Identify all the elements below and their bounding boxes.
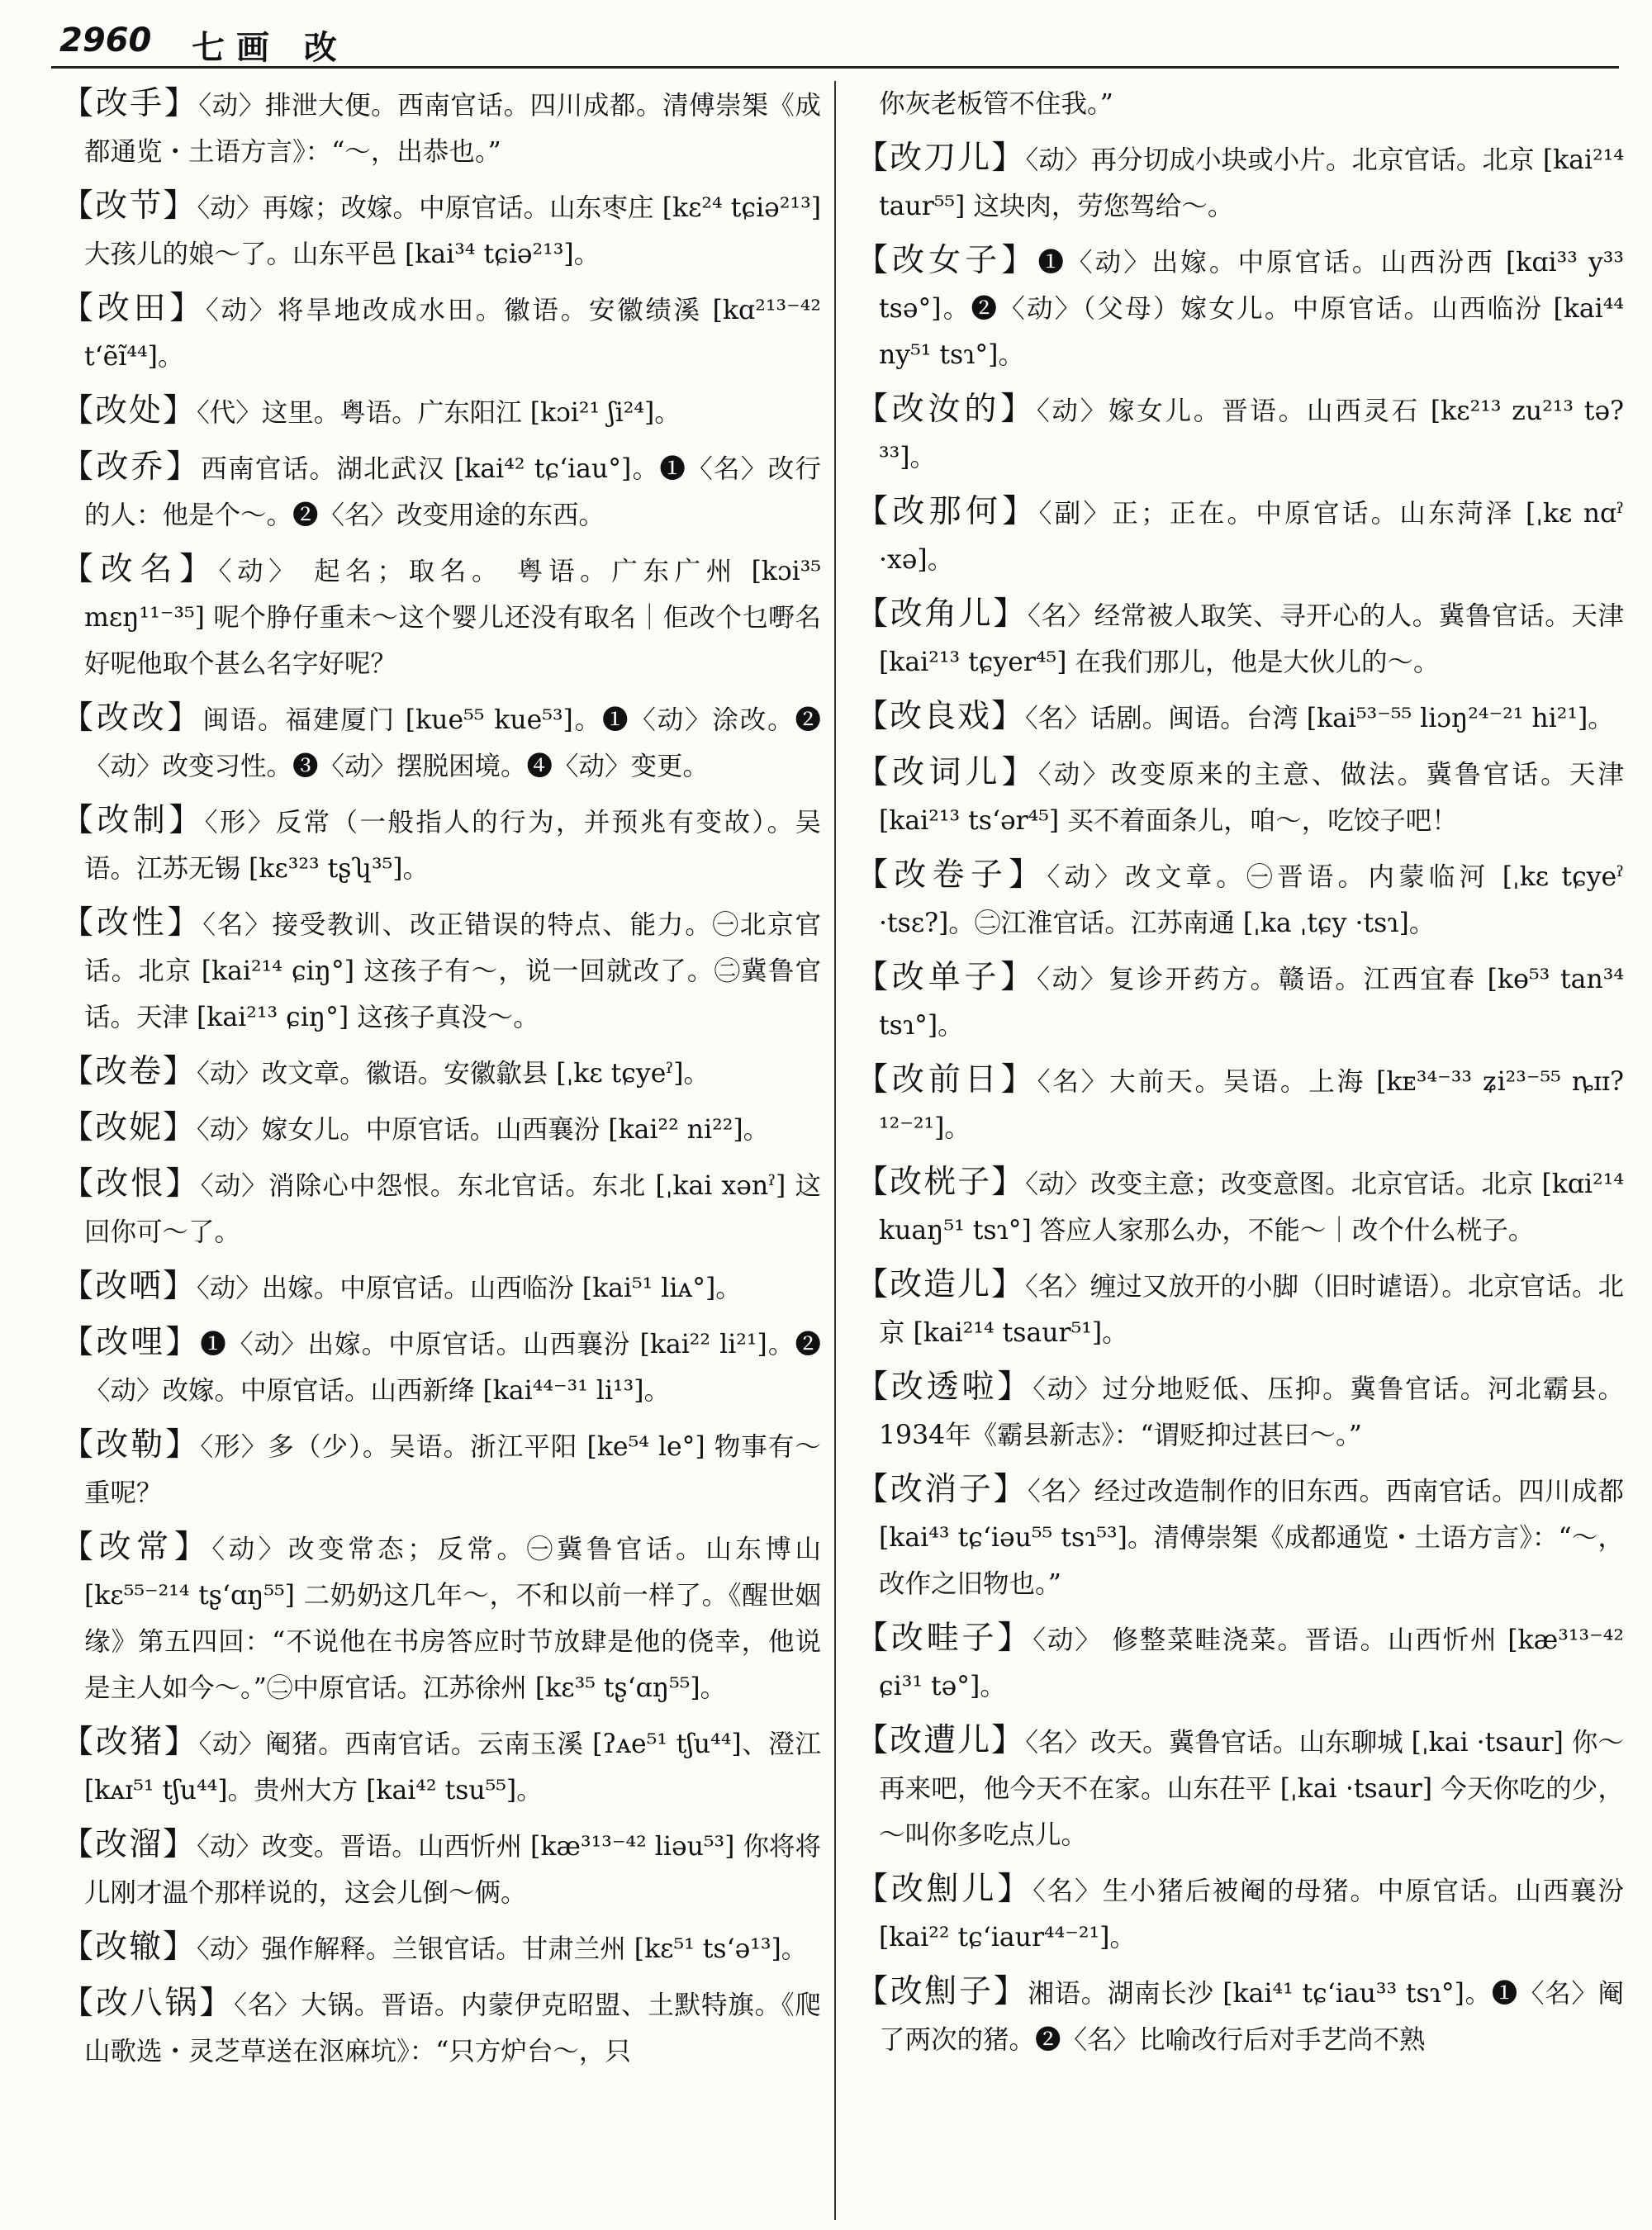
entry-headword: 【改改】 <box>61 700 203 737</box>
entry-headword: 【改八锅】 <box>61 1985 235 2022</box>
entry-text: 〈名〉大前天。吴语。上海 [kᴇ³⁴⁻³³ ʑi²³⁻⁵⁵ ȵɪɪ?¹²⁻²¹]。 <box>879 1067 1624 1143</box>
entry-headword: 【改角儿】 <box>856 595 1028 633</box>
entry-text: 〈动〉出嫁。中原官话。山西临汾 [kai⁵¹ liᴀ°]。 <box>197 1274 742 1303</box>
entry-headword: 【改勒】 <box>61 1426 201 1464</box>
entry-text: 〈名〉经过改造制作的旧东西。西南官话。四川成都 [kai⁴³ tɕʻiəu⁵⁵ tsɿ⁵³]。清傅崇榘《成都通览・土语方言》：“～，改作之旧物也。” <box>879 1477 1624 1599</box>
entry-text: 〈动〉将旱地改成水田。徽语。安徽绩溪 [kɑ²¹³⁻⁴² tʻẽĩ⁴⁴]。 <box>84 296 821 372</box>
dictionary-entry <box>856 1718 1624 1858</box>
dictionary-entry <box>856 1969 1624 2063</box>
dictionary-entry <box>856 1262 1624 1356</box>
dictionary-entry <box>856 1160 1624 1254</box>
entry-text: 闽语。福建厦门 [kue⁵⁵ kue⁵³]。❶〈动〉涂改。❷〈动〉改变习性。❸〈动〉摆脱困境。❹〈动〉变更。 <box>84 705 821 781</box>
entry-headword: 【改卷子】 <box>856 856 1047 894</box>
entry-text: 〈名〉经常被人取笑、寻开心的人。冀鲁官话。天津 [kai²¹³ tɕyer⁴⁵] 在我们那儿，他是大伙儿的～。 <box>879 601 1624 677</box>
dictionary-entry <box>61 1264 821 1312</box>
entry-headword: 【改妮】 <box>61 1109 197 1146</box>
entry-text: 〈动〉改变常态；反常。㊀冀鲁官话。山东博山 [kɛ⁵⁵⁻²¹⁴ tʂʻɑŋ⁵⁵] 二奶奶这几年～，不和以前一样了。《醒世姻缘》第五四回：“不说他在书房答应时节放肆是他的侥幸，他说是主人如今～。”㊁中原官话。江苏徐州 [kɛ³⁵ tʂʻɑŋ⁵⁵]。 <box>84 1535 821 1703</box>
entry-headword: 【改田】 <box>61 290 206 327</box>
dictionary-entry <box>61 1105 821 1153</box>
entry-headword: 【改哂】 <box>61 1268 197 1305</box>
dictionary-entry <box>856 489 1624 583</box>
entry-text: 〈动〉阉猪。西南官话。云南玉溪 [ʔᴀe⁵¹ tʃu⁴⁴]、澄江 [kᴀɪ⁵¹ tʃu⁴⁴]。贵州大方 [kai⁴² tsu⁵⁵]。 <box>84 1729 821 1805</box>
right-column <box>856 81 1624 2220</box>
entry-headword: 【改恨】 <box>61 1165 201 1203</box>
entry-text: 〈动〉再嫁；改嫁。中原官话。山东枣庄 [kɛ²⁴ tɕiə²¹³] 大孩儿的娘～了。山东平邑 [kai³⁴ tɕiə²¹³]。 <box>84 193 821 269</box>
entry-headword: 【改畦子】 <box>856 1620 1033 1657</box>
entry-text: 〈动〉再分切成小块或小片。北京官话。北京 [kai²¹⁴ taur⁵⁵] 这块肉，劳您驾给～。 <box>879 145 1624 221</box>
dictionary-entry <box>61 1049 821 1097</box>
dictionary-entry <box>856 1364 1624 1459</box>
entry-text: 你灰老板管不住我。” <box>879 89 1113 119</box>
entry-text: 〈名〉大锅。晋语。内蒙伊克昭盟、土默特旗。《爬山歌选・灵芝草送在沤麻坑》：“只方炉台～，只 <box>84 1990 821 2066</box>
entry-headword: 【改前日】 <box>856 1061 1037 1098</box>
entry-headword: 【改消子】 <box>856 1471 1028 1508</box>
dictionary-entry <box>61 388 821 436</box>
entry-text: 〈动〉嫁女儿。晋语。山西灵石 [kɛ²¹³ zu²¹³ tə?³³]。 <box>879 396 1624 472</box>
dictionary-entry <box>61 286 821 380</box>
dictionary-entry <box>61 1525 821 1711</box>
left-column <box>61 81 821 2220</box>
dictionary-entry <box>61 900 821 1041</box>
dictionary-entry <box>61 1981 821 2075</box>
dictionary-entry <box>856 955 1624 1049</box>
entry-text: 〈动〉排泄大便。西南官话。四川成都。清傅崇榘《成都通览・土语方言》：“～，出恭也。” <box>84 91 821 167</box>
entry-text: 〈动〉改文章。徽语。安徽歙县 [ˌkɛ tɕyeˀ]。 <box>197 1059 710 1089</box>
entry-text: 〈动〉嫁女儿。中原官话。山西襄汾 [kai²² ni²²]。 <box>197 1115 770 1145</box>
dictionary-entry <box>856 1057 1624 1151</box>
entry-headword: 【改名】 <box>61 551 219 588</box>
entry-headword: 【改溜】 <box>61 1826 197 1863</box>
dictionary-entry <box>61 1422 821 1516</box>
dictionary-entry <box>856 135 1624 230</box>
dictionary-entry <box>61 1320 821 1414</box>
entry-text: 〈名〉接受教训、改正错误的特点、能力。㊀北京官话。北京 [kai²¹⁴ ɕiŋ°] 这孩子有～，说一回就改了。㊁冀鲁官话。天津 [kai²¹³ ɕiŋ°] 这孩子真没～。 <box>84 910 821 1032</box>
entry-headword: 【改透啦】 <box>856 1369 1033 1406</box>
entry-text: 〈动〉改变原来的主意、做法。冀鲁官话。天津 [kai²¹³ tsʻər⁴⁵] 买不着面条儿，咱～，吃饺子吧！ <box>879 760 1624 836</box>
entry-text: 〈动〉 起名；取名。 粤语。广东广州 [kɔi³⁵ mɛŋ¹¹⁻³⁵] 呢个㬹仔重未～这个婴儿还没有取名｜佢改个乜嘢名好呢他取个甚么名字好呢？ <box>84 557 821 679</box>
entry-text: 〈动〉强作解释。兰银官话。甘肃兰州 [kɛ⁵¹ tsʻə¹³]。 <box>197 1934 808 1964</box>
entry-headword: 【改乔】 <box>61 448 202 486</box>
entry-text: 〈动〉复诊开药方。赣语。江西宜春 [kɵ⁵³ tan³⁴ tsɿ°]。 <box>879 965 1624 1041</box>
entry-text: 〈代〉这里。粤语。广东阳江 [kɔi²¹ ʃi²⁴]。 <box>197 398 681 428</box>
entry-headword: 【改遭儿】 <box>856 1722 1026 1759</box>
entry-text: 〈动〉改文章。㊀晋语。内蒙临河 [ˌkɛ tɕyeˀ ·tsɛ?]。㊁江淮官话。江苏南通 [ˌka ˌtɕy ·tsɿ]。 <box>879 862 1624 938</box>
entry-text: 〈动〉改变。晋语。山西忻州 [kæ³¹³⁻⁴² liəu⁵³] 你将将儿刚才温个那样说的，这会儿倒～俩。 <box>84 1832 821 1908</box>
entry-text: 〈副〉正；正在。中原官话。山东菏泽 [ˌkɛ nɑˀ ·xə]。 <box>879 499 1624 575</box>
entry-text: 西南官话。湖北武汉 [kai⁴² tɕʻiau°]。❶〈名〉改行的人：他是个～。❷〈名〉改变用途的东西。 <box>84 454 821 530</box>
entry-text: 〈形〉反常（一般指人的行为，并预兆有变故）。吴语。江苏无锡 [kɛ³²³ tʂʮ³⁵]。 <box>84 808 821 884</box>
entry-headword: 【改女子】 <box>856 242 1038 279</box>
dictionary-entry <box>856 591 1624 686</box>
section-title: 七画 改 <box>192 29 349 67</box>
entry-text: 〈动〉消除心中怨恨。东北官话。东北 [ˌkai xənˀ] 这回你可～了。 <box>84 1171 821 1247</box>
dictionary-entry <box>856 1616 1624 1710</box>
entry-headword: 【改节】 <box>61 187 197 225</box>
entry-headword: 【改卷】 <box>61 1053 197 1090</box>
entry-headword: 【改劁子】 <box>856 1973 1028 2010</box>
entry-text: 〈形〉多（少）。吴语。浙江平阳 [ke⁵⁴ le°] 物事有～重呢？ <box>84 1432 821 1508</box>
entry-headword: 【改劁儿】 <box>856 1871 1033 1908</box>
dictionary-entry <box>61 695 821 790</box>
dictionary-entry <box>856 238 1624 378</box>
column-divider <box>834 81 836 2220</box>
entry-text: ❶〈动〉出嫁。中原官话。山西襄汾 [kai²² li²¹]。❷〈动〉改嫁。中原官话。山西新绛 [kai⁴⁴⁻³¹ li¹³]。 <box>84 1330 821 1406</box>
dictionary-entry <box>61 183 821 278</box>
dictionary-entry <box>856 750 1624 844</box>
entry-text: 〈名〉话剧。闽语。台湾 [kai⁵³⁻⁵⁵ liɔŋ²⁴⁻²¹ hi²¹]。 <box>1025 704 1614 733</box>
entry-headword: 【改良戏】 <box>856 698 1026 735</box>
entry-text: ❶〈动〉出嫁。中原官话。山西汾西 [kɑi³³ y³³ tsə°]。❷〈动〉（父母）嫁女儿。中原官话。山西临汾 [kai⁴⁴ ny⁵¹ tsɿ°]。 <box>879 248 1624 370</box>
entry-headword: 【改刀儿】 <box>856 140 1026 177</box>
dictionary-entry <box>856 81 1624 127</box>
entry-text: 〈名〉改天。冀鲁官话。山东聊城 [ˌkai ·tsaur] 你～再来吧，他今天不在家。山东茌平 [ˌkai ·tsaur] 今天你吃的少，～叫你多吃点儿。 <box>879 1728 1624 1850</box>
entry-headword: 【改单子】 <box>856 959 1037 996</box>
entry-headword: 【改词儿】 <box>856 754 1038 791</box>
entry-text: 〈动〉改变主意；改变意图。北京官话。北京 [kɑi²¹⁴ kuaŋ⁵¹ tsɿ°] 答应人家那么办，不能～｜改个什么桄子。 <box>879 1170 1624 1245</box>
entry-headword: 【改造儿】 <box>856 1266 1026 1303</box>
dictionary-entry <box>856 852 1624 947</box>
entry-headword: 【改辙】 <box>61 1929 197 1966</box>
entry-headword: 【改常】 <box>61 1529 212 1566</box>
dictionary-entry <box>856 1467 1624 1607</box>
dictionary-entry <box>61 81 821 175</box>
page-number: 2960 <box>59 21 152 59</box>
dictionary-entry <box>856 1867 1624 1961</box>
entry-text: 〈名〉缠过又放开的小脚（旧时谑语）。北京官话。北京 [kai²¹⁴ tsaur⁵¹]。 <box>879 1272 1624 1348</box>
entry-headword: 【改桄子】 <box>856 1164 1026 1201</box>
page-header <box>51 18 1619 69</box>
entry-text: 〈动〉过分地贬低、压抑。冀鲁官话。河北霸县。1934年《霸县新志》：“谓贬抑过甚曰～。” <box>879 1374 1624 1450</box>
entry-headword: 【改猪】 <box>61 1724 199 1761</box>
dictionary-entry <box>856 387 1624 481</box>
entry-headword: 【改汝的】 <box>856 391 1037 428</box>
dictionary-entry <box>61 1924 821 1972</box>
entry-text: 〈动〉 修整菜畦浇菜。晋语。山西忻州 [kæ³¹³⁻⁴² ɕi³¹ tə°]。 <box>879 1625 1624 1701</box>
dictionary-entry <box>61 798 821 892</box>
dictionary-entry <box>61 1161 821 1255</box>
dictionary-entry <box>61 547 821 687</box>
entry-headword: 【改手】 <box>61 85 199 122</box>
entry-headword: 【改哩】 <box>61 1324 201 1361</box>
entry-text: 湘语。湖南长沙 [kai⁴¹ tɕʻiau³³ tsɿ°]。❶〈名〉阉了两次的猪。❷〈名〉比喻改行后对手艺尚不熟 <box>879 1979 1624 2055</box>
dictionary-entry <box>61 444 821 539</box>
entry-text: 〈名〉生小猪后被阉的母猪。中原官话。山西襄汾 [kai²² tɕʻiaur⁴⁴⁻²¹]。 <box>879 1877 1624 1952</box>
entry-headword: 【改处】 <box>61 392 197 429</box>
dictionary-entry <box>61 1822 821 1916</box>
dictionary-entry <box>856 694 1624 742</box>
entry-headword: 【改制】 <box>61 802 205 839</box>
dictionary-entry <box>61 1720 821 1814</box>
entry-headword: 【改性】 <box>61 904 203 942</box>
entry-headword: 【改那何】 <box>856 493 1039 530</box>
